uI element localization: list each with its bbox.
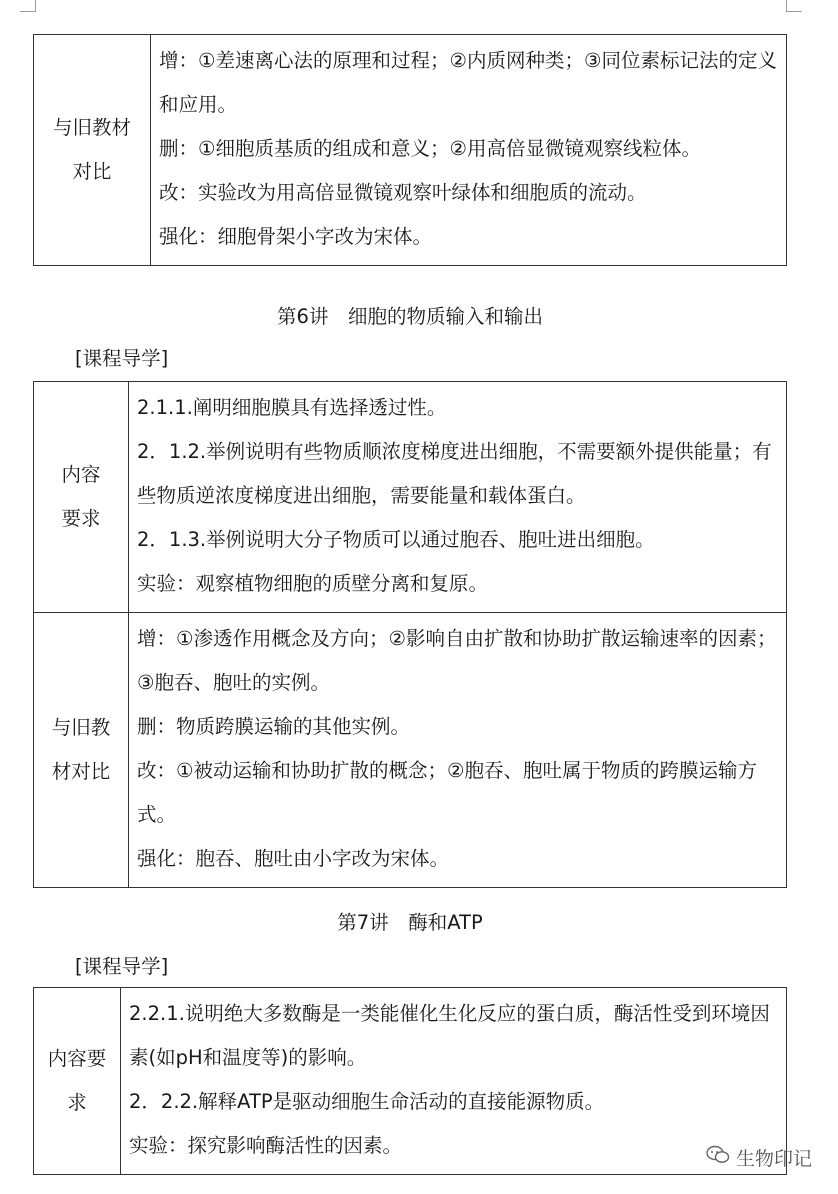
lecture6-experiment: 实验：观察植物细胞的质壁分离和复原。 bbox=[137, 572, 489, 595]
lecture6-compare-add: 增：①渗透作用概念及方向；②影响自由扩散和协助扩散运输速率的因素；③胞吞、胞吐的实例。 bbox=[137, 627, 777, 694]
lecture6-table bbox=[33, 381, 787, 888]
lecture6-guide-heading: [课程导学] bbox=[75, 347, 169, 370]
comparison-label-cell bbox=[34, 35, 151, 266]
comparison-change: 改：实验改为用高倍显微镜观察叶绿体和细胞质的流动。 bbox=[159, 181, 647, 204]
comparison-add: 增：①差速离心法的原理和过程；②内质网种类；③同位素标记法的定义和应用。 bbox=[159, 49, 777, 116]
lecture6-compare-label-cell bbox=[34, 613, 129, 888]
lecture6-req-3: 2．1.3.举例说明大分子物质可以通过胞吞、胞吐进出细胞。 bbox=[137, 528, 655, 551]
lecture6-content-label: 内容要求 bbox=[61, 463, 101, 530]
lecture7-table bbox=[33, 987, 787, 1175]
comparison-strengthen: 强化：细胞骨架小字改为宋体。 bbox=[159, 225, 433, 248]
lecture6-req-2: 2．1.2.举例说明有些物质顺浓度梯度进出细胞，不需要额外提供能量；有些物质逆浓度梯度进出细胞，需要能量和载体蛋白。 bbox=[137, 440, 772, 507]
lecture6-compare-cell bbox=[129, 613, 787, 888]
lecture7-req-1: 2.2.1.说明绝大多数酶是一类能催化生化反应的蛋白质，酶活性受到环境因素(如pH和温度等)的影响。 bbox=[129, 1002, 770, 1069]
top-comparison-table bbox=[33, 34, 787, 266]
wechat-icon bbox=[706, 1145, 730, 1170]
lecture7-guide-heading: [课程导学] bbox=[75, 955, 169, 978]
lecture7-content-label: 内容要求 bbox=[47, 1047, 107, 1114]
comparison-remove: 删：①细胞质基质的组成和意义；②用高倍显微镜观察线粒体。 bbox=[159, 137, 701, 160]
watermark-text: 生物印记 bbox=[736, 1147, 813, 1170]
lecture7-title: 第7讲 酶和ATP bbox=[337, 911, 483, 934]
crop-mark-left-h bbox=[20, 11, 36, 12]
lecture6-compare-remove: 删：物质跨膜运输的其他实例。 bbox=[137, 715, 411, 738]
lecture6-req-1: 2.1.1.阐明细胞膜具有选择透过性。 bbox=[137, 396, 447, 419]
lecture7-content-cell bbox=[121, 988, 787, 1175]
lecture6-compare-strengthen: 强化：胞吞、胞吐由小字改为宋体。 bbox=[137, 847, 450, 870]
lecture6-title: 第6讲 细胞的物质输入和输出 bbox=[277, 305, 543, 328]
lecture6-compare-change: 改：①被动运输和协助扩散的概念；②胞吞、胞吐属于物质的跨膜运输方式。 bbox=[137, 759, 757, 826]
lecture7-experiment: 实验：探究影响酶活性的因素。 bbox=[129, 1134, 403, 1157]
lecture7-req-2: 2．2.2.解释ATP是驱动细胞生命活动的直接能源物质。 bbox=[129, 1090, 605, 1113]
comparison-content-cell bbox=[151, 35, 787, 266]
lecture6-content-label-cell bbox=[34, 382, 129, 613]
watermark bbox=[706, 1143, 812, 1171]
crop-mark-right-h bbox=[786, 11, 802, 12]
comparison-label: 与旧教材对比 bbox=[52, 116, 131, 183]
lecture6-compare-label: 与旧教材对比 bbox=[51, 716, 111, 783]
lecture7-content-label-cell bbox=[34, 988, 121, 1175]
lecture6-content-cell bbox=[129, 382, 787, 613]
